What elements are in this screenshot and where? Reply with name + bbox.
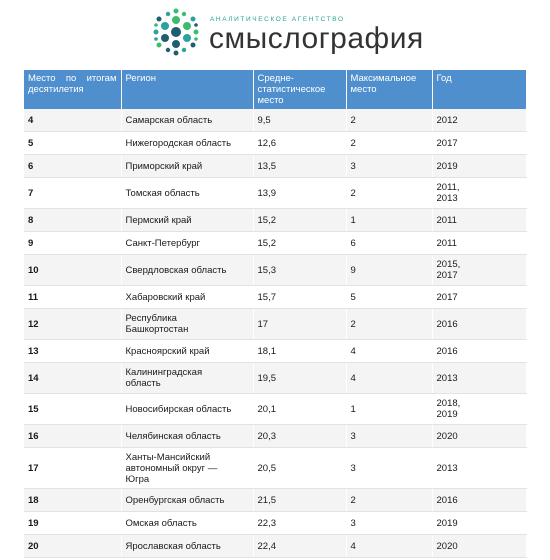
- brand-subtitle: АНАЛИТИЧЕСКОЕ АГЕНТСТВО: [210, 16, 345, 23]
- cell-region-text: Санкт-Петербург: [125, 237, 201, 249]
- cell-max-place: [346, 286, 432, 309]
- cell-region-text: Ханты-Мансийский: [125, 451, 211, 463]
- cell-avg-place-text: 21,5: [257, 494, 276, 506]
- cell-max-place: [346, 512, 432, 535]
- cell-year-text: 2017: [436, 137, 458, 149]
- cell-avg-place-text: 13,5: [257, 160, 276, 172]
- cell-year: [432, 232, 526, 255]
- cell-region: [121, 425, 253, 448]
- table-row: [24, 489, 526, 512]
- cell-max-place: [346, 178, 432, 209]
- cell-region: [121, 109, 253, 132]
- cell-place-text: 12: [28, 318, 39, 330]
- logo-dot: [172, 16, 180, 24]
- logo-dot: [172, 40, 180, 48]
- cell-region: [121, 512, 253, 535]
- cell-region-text: Хабаровский край: [125, 291, 206, 303]
- cell-year: [432, 363, 526, 394]
- cell-year-text: 2019: [436, 517, 458, 529]
- cell-place: [24, 425, 121, 448]
- cell-region-text: Оренбургская область: [125, 494, 225, 506]
- cell-region-text: область: [125, 378, 161, 389]
- cell-year-text: 2020: [436, 540, 458, 552]
- cell-avg-place: [253, 155, 346, 178]
- cell-place-text: 18: [28, 494, 39, 506]
- cell-year-text: 2017: [436, 291, 458, 303]
- cell-year: [432, 512, 526, 535]
- table-header-row: [24, 70, 526, 109]
- cell-place: [24, 340, 121, 363]
- cell-place-text: 10: [28, 264, 39, 276]
- table-row: [24, 209, 526, 232]
- cell-avg-place: [253, 340, 346, 363]
- cell-place: [24, 309, 121, 340]
- cell-region-text: Приморский край: [125, 160, 203, 172]
- logo-dot: [182, 12, 186, 16]
- cell-place-text: 17: [28, 462, 39, 474]
- cell-max-place: [346, 155, 432, 178]
- table-row: [24, 309, 526, 340]
- cell-place: [24, 286, 121, 309]
- cell-place-text: 5: [28, 137, 34, 149]
- table-row: [24, 535, 526, 558]
- col-header-place: [24, 70, 121, 109]
- logo-dot: [166, 12, 170, 16]
- cell-max-place: [346, 232, 432, 255]
- cell-year: [432, 286, 526, 309]
- cell-place-text: 20: [28, 540, 39, 552]
- cell-avg-place-text: 12,6: [257, 137, 276, 149]
- cell-place: [24, 178, 121, 209]
- logo-dot: [154, 30, 159, 35]
- cell-avg-place-text: 19,5: [257, 372, 276, 384]
- cell-year: [432, 448, 526, 489]
- logo-mark-icon: [150, 6, 202, 58]
- cell-avg-place-text: 20,3: [257, 430, 276, 442]
- cell-avg-place: [253, 448, 346, 489]
- logo-dot: [183, 34, 191, 42]
- cell-max-place-text: 9: [350, 264, 356, 276]
- cell-place-text: 8: [28, 214, 34, 226]
- cell-year-text: 2013: [436, 372, 458, 384]
- logo-dot: [191, 43, 196, 48]
- cell-place-text: 16: [28, 430, 39, 442]
- cell-region: [121, 209, 253, 232]
- cell-max-place-text: 3: [350, 430, 356, 442]
- cell-max-place-text: 2: [350, 137, 356, 149]
- logo-dot: [154, 23, 158, 27]
- logo-dot: [183, 22, 191, 30]
- cell-year-text: 2016: [436, 494, 458, 506]
- table-row: [24, 178, 526, 209]
- cell-region-text: Новосибирская область: [125, 403, 232, 415]
- cell-avg-place: [253, 209, 346, 232]
- table-row: [24, 109, 526, 132]
- cell-max-place-text: 2: [350, 494, 356, 506]
- table-row: [24, 232, 526, 255]
- cell-avg-place: [253, 109, 346, 132]
- cell-region: [121, 489, 253, 512]
- cell-max-place: [346, 209, 432, 232]
- cell-region: [121, 232, 253, 255]
- col-header-avg-line-2: статистическое: [257, 84, 326, 95]
- cell-place: [24, 132, 121, 155]
- cell-max-place-text: 2: [350, 318, 356, 330]
- cell-year-text: 2016: [436, 318, 458, 330]
- cell-avg-place-text: 15,2: [257, 237, 276, 249]
- cell-avg-place-text: 15,2: [257, 214, 276, 226]
- col-header-region: [121, 70, 253, 109]
- cell-avg-place-text: 20,1: [257, 403, 276, 415]
- cell-region: [121, 448, 253, 489]
- cell-avg-place: [253, 394, 346, 425]
- cell-place: [24, 489, 121, 512]
- cell-region-text: Республика: [125, 313, 177, 324]
- logo-dot: [194, 23, 198, 27]
- logo-dot: [161, 22, 169, 30]
- cell-region-text: Красноярский край: [125, 345, 210, 357]
- cell-avg-place: [253, 255, 346, 286]
- cell-region: [121, 309, 253, 340]
- cell-region: [121, 178, 253, 209]
- cell-year-text: 2018,: [436, 398, 461, 409]
- cell-max-place: [346, 132, 432, 155]
- cell-max-place-text: 4: [350, 372, 356, 384]
- col-header-place-word-1: Место: [28, 73, 56, 84]
- cell-year-text: 2020: [436, 430, 458, 442]
- cell-place-text: 4: [28, 114, 34, 126]
- cell-max-place-text: 2: [350, 187, 356, 199]
- cell-max-place: [346, 394, 432, 425]
- col-header-max-line-1: Максимальное: [350, 73, 417, 84]
- col-header-region-label: Регион: [125, 73, 157, 84]
- logo-dot: [166, 48, 170, 52]
- ranking-table: [24, 70, 527, 558]
- cell-region-text: Ярославская область: [125, 540, 221, 552]
- cell-region: [121, 286, 253, 309]
- cell-region-text: Самарская область: [125, 114, 213, 126]
- cell-max-place: [346, 363, 432, 394]
- cell-avg-place: [253, 232, 346, 255]
- table-row: [24, 255, 526, 286]
- logo-dot: [194, 37, 198, 41]
- cell-max-place: [346, 309, 432, 340]
- cell-place: [24, 512, 121, 535]
- cell-avg-place-text: 17: [257, 318, 269, 330]
- cell-avg-place: [253, 286, 346, 309]
- cell-avg-place: [253, 363, 346, 394]
- cell-region: [121, 255, 253, 286]
- cell-region-text: Омская область: [125, 517, 197, 529]
- table-row: [24, 155, 526, 178]
- cell-region-text: автономный округ —: [125, 462, 218, 474]
- cell-region-text: Челябинская область: [125, 430, 221, 442]
- table-row: [24, 512, 526, 535]
- cell-year: [432, 309, 526, 340]
- cell-year: [432, 178, 526, 209]
- logo-dot: [157, 17, 162, 22]
- table-row: [24, 132, 526, 155]
- col-header-place-word-3: итогам: [86, 73, 117, 84]
- cell-region-text: Нижегородская область: [125, 137, 232, 149]
- cell-place: [24, 535, 121, 558]
- table-row: [24, 425, 526, 448]
- cell-place: [24, 448, 121, 489]
- col-header-avg-place: [253, 70, 346, 109]
- cell-year-text: 2017: [436, 270, 458, 281]
- cell-avg-place: [253, 309, 346, 340]
- cell-place-text: 9: [28, 237, 34, 249]
- logo-dot: [174, 51, 179, 56]
- table-row: [24, 286, 526, 309]
- cell-max-place: [346, 425, 432, 448]
- cell-avg-place-text: 15,7: [257, 291, 276, 303]
- cell-place: [24, 232, 121, 255]
- cell-year-text: 2016: [436, 345, 458, 357]
- cell-avg-place-text: 9,5: [257, 114, 271, 126]
- logo-dot: [182, 48, 186, 52]
- cell-region-text: Свердловская область: [125, 264, 227, 276]
- cell-max-place: [346, 448, 432, 489]
- cell-max-place-text: 5: [350, 291, 356, 303]
- cell-year: [432, 255, 526, 286]
- cell-place-text: 11: [28, 291, 39, 303]
- cell-year-text: 2015,: [436, 259, 461, 270]
- cell-year: [432, 340, 526, 363]
- cell-year-text: 2011,: [436, 182, 460, 193]
- logo-dot: [174, 9, 179, 14]
- logo-dot: [157, 43, 162, 48]
- logo-dot: [194, 30, 199, 35]
- col-header-year-label: Год: [436, 73, 452, 84]
- cell-year-text: 2011: [436, 214, 457, 226]
- cell-year-text: 2019: [436, 409, 458, 420]
- cell-avg-place: [253, 535, 346, 558]
- cell-place: [24, 209, 121, 232]
- logo-dot: [154, 37, 158, 41]
- cell-year: [432, 155, 526, 178]
- logo-dot: [191, 17, 196, 22]
- cell-year: [432, 394, 526, 425]
- cell-avg-place: [253, 178, 346, 209]
- cell-avg-place-text: 22,4: [257, 540, 276, 552]
- col-header-max-place: [346, 70, 432, 109]
- cell-max-place-text: 3: [350, 517, 356, 529]
- cell-year: [432, 425, 526, 448]
- cell-place-text: 19: [28, 517, 39, 529]
- table-row: [24, 363, 526, 394]
- cell-max-place-text: 1: [350, 403, 356, 415]
- cell-year-text: 2012: [436, 114, 458, 126]
- cell-year: [432, 535, 526, 558]
- cell-max-place: [346, 255, 432, 286]
- cell-year-text: 2019: [436, 160, 458, 172]
- cell-region-text: Пермский край: [125, 214, 192, 226]
- cell-region-text: Калининградская: [125, 367, 203, 378]
- cell-avg-place: [253, 489, 346, 512]
- col-header-place-word-4: десятилетия: [28, 84, 84, 95]
- cell-region: [121, 535, 253, 558]
- cell-avg-place: [253, 512, 346, 535]
- logo-dot: [161, 34, 169, 42]
- cell-region: [121, 363, 253, 394]
- cell-avg-place-text: 18,1: [257, 345, 276, 357]
- cell-place-text: 6: [28, 160, 34, 172]
- brand-name: смыслография: [209, 22, 424, 55]
- cell-place-text: 13: [28, 345, 39, 357]
- cell-max-place: [346, 535, 432, 558]
- cell-avg-place-text: 20,5: [257, 462, 276, 474]
- cell-place-text: 7: [28, 187, 34, 199]
- cell-year: [432, 109, 526, 132]
- cell-year: [432, 209, 526, 232]
- cell-max-place: [346, 340, 432, 363]
- cell-region-text: Томская область: [125, 187, 200, 199]
- cell-place: [24, 255, 121, 286]
- cell-max-place-text: 6: [350, 237, 356, 249]
- table-row: [24, 340, 526, 363]
- cell-year-text: 2013: [436, 193, 458, 204]
- cell-place: [24, 155, 121, 178]
- col-header-avg-line-3: место: [257, 95, 284, 106]
- cell-max-place-text: 1: [350, 214, 356, 226]
- col-header-place-word-2: по: [65, 73, 77, 84]
- col-header-year: [432, 70, 526, 109]
- cell-region: [121, 155, 253, 178]
- cell-max-place: [346, 489, 432, 512]
- brand-logo: [150, 6, 424, 60]
- cell-max-place-text: 4: [350, 540, 356, 552]
- cell-region: [121, 394, 253, 425]
- cell-region: [121, 340, 253, 363]
- cell-region: [121, 132, 253, 155]
- cell-place-text: 15: [28, 403, 39, 415]
- col-header-avg-line-1: Средне-: [257, 73, 294, 84]
- cell-place-text: 14: [28, 372, 39, 384]
- cell-place: [24, 363, 121, 394]
- cell-year: [432, 132, 526, 155]
- cell-max-place-text: 3: [350, 462, 356, 474]
- table-row: [24, 448, 526, 489]
- col-header-max-line-2: место: [350, 84, 377, 95]
- cell-avg-place: [253, 132, 346, 155]
- cell-year-text: 2011: [436, 237, 457, 249]
- cell-avg-place: [253, 425, 346, 448]
- cell-place: [24, 109, 121, 132]
- logo-dot: [171, 27, 181, 37]
- cell-year-text: 2013: [436, 462, 458, 474]
- cell-avg-place-text: 22,3: [257, 517, 276, 529]
- cell-region-text: Башкортостан: [125, 324, 189, 335]
- cell-max-place: [346, 109, 432, 132]
- cell-avg-place-text: 15,3: [257, 264, 276, 276]
- cell-max-place-text: 4: [350, 345, 356, 357]
- cell-avg-place-text: 13,9: [257, 187, 276, 199]
- cell-max-place-text: 2: [350, 114, 356, 126]
- cell-place: [24, 394, 121, 425]
- cell-max-place-text: 3: [350, 160, 356, 172]
- cell-region-text: Югра: [125, 473, 150, 485]
- table-row: [24, 394, 526, 425]
- cell-year: [432, 489, 526, 512]
